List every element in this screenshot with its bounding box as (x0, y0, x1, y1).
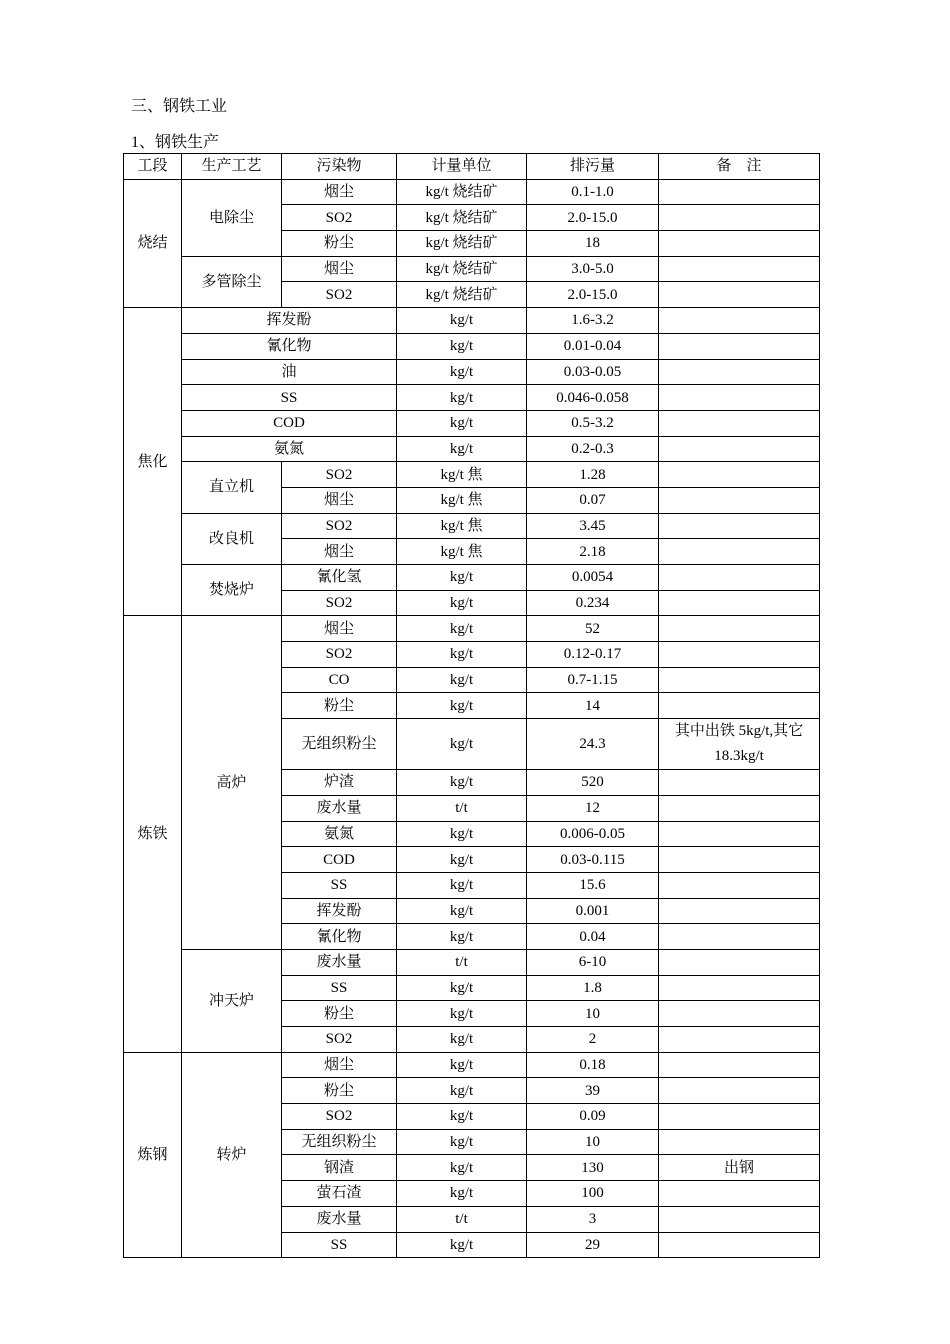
note-cell (659, 667, 820, 693)
amount-cell: 2 (527, 1027, 659, 1053)
amount-cell: 1.6-3.2 (527, 308, 659, 334)
amount-cell: 1.8 (527, 975, 659, 1001)
pollutant-cell: SO2 (282, 462, 397, 488)
note-cell (659, 539, 820, 565)
note-cell (659, 821, 820, 847)
note-cell (659, 872, 820, 898)
note-cell (659, 770, 820, 796)
unit-cell: kg/t (397, 975, 527, 1001)
unit-cell: kg/t (397, 1001, 527, 1027)
amount-cell: 0.046-0.058 (527, 385, 659, 411)
table-row (124, 308, 820, 334)
pollutant-cell: 油 (182, 359, 397, 385)
amount-cell: 3 (527, 1206, 659, 1232)
amount-cell: 0.0054 (527, 565, 659, 591)
pollutant-cell: 废水量 (282, 949, 397, 975)
pollutant-cell: 氰化物 (182, 333, 397, 359)
pollutant-cell: 粉尘 (282, 1001, 397, 1027)
unit-cell: kg/t 焦 (397, 539, 527, 565)
unit-cell: t/t (397, 1206, 527, 1232)
pollutant-cell: 氰化氢 (282, 565, 397, 591)
process-cell: 焚烧炉 (182, 565, 282, 616)
unit-cell: kg/t (397, 616, 527, 642)
unit-cell: kg/t (397, 1078, 527, 1104)
pollutant-cell: 无组织粉尘 (282, 719, 397, 770)
amount-cell: 2.0-15.0 (527, 282, 659, 308)
pollutant-cell: 烟尘 (282, 1052, 397, 1078)
pollutant-cell: 烟尘 (282, 539, 397, 565)
note-cell (659, 590, 820, 616)
amount-cell: 39 (527, 1078, 659, 1104)
process-cell: 改良机 (182, 513, 282, 564)
amount-cell: 0.2-0.3 (527, 436, 659, 462)
unit-cell: t/t (397, 949, 527, 975)
stage-cell: 焦化 (124, 308, 182, 616)
note-cell (659, 1027, 820, 1053)
unit-cell: kg/t (397, 719, 527, 770)
table-row (124, 333, 820, 359)
pollutant-cell: 烟尘 (282, 256, 397, 282)
amount-cell: 100 (527, 1181, 659, 1207)
note-cell (659, 565, 820, 591)
note-cell (659, 1001, 820, 1027)
unit-cell: kg/t (397, 667, 527, 693)
amount-cell: 15.6 (527, 872, 659, 898)
note-cell (659, 1232, 820, 1258)
header-process: 生产工艺 (182, 154, 282, 180)
amount-cell: 520 (527, 770, 659, 796)
pollutant-cell: SS (282, 1232, 397, 1258)
unit-cell: kg/t (397, 333, 527, 359)
amount-cell: 0.01-0.04 (527, 333, 659, 359)
pollutant-cell: 氨氮 (282, 821, 397, 847)
amount-cell: 24.3 (527, 719, 659, 770)
pollutant-cell: 挥发酚 (282, 898, 397, 924)
amount-cell: 10 (527, 1001, 659, 1027)
unit-cell: kg/t (397, 410, 527, 436)
header-pollutant: 污染物 (282, 154, 397, 180)
stage-cell: 炼钢 (124, 1052, 182, 1258)
note-cell (659, 1052, 820, 1078)
amount-cell: 0.12-0.17 (527, 642, 659, 668)
pollutant-cell: 萤石渣 (282, 1181, 397, 1207)
pollutant-cell: SO2 (282, 1104, 397, 1130)
unit-cell: kg/t (397, 359, 527, 385)
subsection-heading: 1、钢铁生产 (131, 134, 220, 151)
pollutant-cell: SO2 (282, 282, 397, 308)
note-cell (659, 1078, 820, 1104)
note-cell (659, 1206, 820, 1232)
amount-cell: 0.234 (527, 590, 659, 616)
pollutant-cell: SO2 (282, 1027, 397, 1053)
amount-cell: 10 (527, 1129, 659, 1155)
amount-cell: 0.1-1.0 (527, 179, 659, 205)
note-cell: 出钢 (659, 1155, 820, 1181)
process-cell: 冲天炉 (182, 949, 282, 1052)
unit-cell: kg/t 焦 (397, 487, 527, 513)
table-row (124, 385, 820, 411)
pollutant-cell: SS (282, 975, 397, 1001)
stage-cell: 炼铁 (124, 616, 182, 1052)
emission-table (123, 153, 820, 1258)
pollutant-cell: 粉尘 (282, 231, 397, 257)
unit-cell: t/t (397, 795, 527, 821)
amount-cell: 14 (527, 693, 659, 719)
note-cell (659, 179, 820, 205)
table-row (124, 565, 820, 591)
pollutant-cell: SS (182, 385, 397, 411)
note-cell (659, 898, 820, 924)
process-cell: 电除尘 (182, 179, 282, 256)
header-note: 备 注 (659, 154, 820, 180)
unit-cell: kg/t (397, 565, 527, 591)
amount-cell: 52 (527, 616, 659, 642)
process-cell: 转炉 (182, 1052, 282, 1258)
unit-cell: kg/t (397, 1181, 527, 1207)
note-cell (659, 436, 820, 462)
pollutant-cell: 烟尘 (282, 179, 397, 205)
table-header-row (124, 154, 820, 180)
unit-cell: kg/t (397, 308, 527, 334)
table-row (124, 410, 820, 436)
unit-cell: kg/t 烧结矿 (397, 205, 527, 231)
amount-cell: 18 (527, 231, 659, 257)
header-stage: 工段 (124, 154, 182, 180)
header-unit: 计量单位 (397, 154, 527, 180)
pollutant-cell: 钢渣 (282, 1155, 397, 1181)
pollutant-cell: 挥发酚 (182, 308, 397, 334)
unit-cell: kg/t 烧结矿 (397, 231, 527, 257)
table-row (124, 179, 820, 205)
note-cell (659, 975, 820, 1001)
unit-cell: kg/t (397, 1104, 527, 1130)
amount-cell: 29 (527, 1232, 659, 1258)
amount-cell: 0.006-0.05 (527, 821, 659, 847)
pollutant-cell: SO2 (282, 590, 397, 616)
unit-cell: kg/t 烧结矿 (397, 282, 527, 308)
pollutant-cell: 炉渣 (282, 770, 397, 796)
note-cell (659, 359, 820, 385)
table-row (124, 616, 820, 642)
unit-cell: kg/t (397, 385, 527, 411)
note-cell (659, 924, 820, 950)
note-cell (659, 487, 820, 513)
note-cell (659, 462, 820, 488)
pollutant-cell: CO (282, 667, 397, 693)
amount-cell: 130 (527, 1155, 659, 1181)
note-cell (659, 847, 820, 873)
amount-cell: 0.03-0.05 (527, 359, 659, 385)
unit-cell: kg/t 焦 (397, 462, 527, 488)
stage-cell: 烧结 (124, 179, 182, 307)
pollutant-cell: 烟尘 (282, 487, 397, 513)
amount-cell: 2.18 (527, 539, 659, 565)
pollutant-cell: SO2 (282, 205, 397, 231)
table-row (124, 359, 820, 385)
unit-cell: kg/t (397, 924, 527, 950)
unit-cell: kg/t (397, 590, 527, 616)
note-cell (659, 308, 820, 334)
table-row (124, 949, 820, 975)
unit-cell: kg/t 烧结矿 (397, 179, 527, 205)
note-cell (659, 949, 820, 975)
amount-cell: 6-10 (527, 949, 659, 975)
note-cell (659, 513, 820, 539)
unit-cell: kg/t (397, 821, 527, 847)
pollutant-cell: COD (282, 847, 397, 873)
pollutant-cell: 粉尘 (282, 693, 397, 719)
pollutant-cell: 烟尘 (282, 616, 397, 642)
unit-cell: kg/t (397, 898, 527, 924)
amount-cell: 3.45 (527, 513, 659, 539)
table-row (124, 462, 820, 488)
unit-cell: kg/t (397, 770, 527, 796)
amount-cell: 3.0-5.0 (527, 256, 659, 282)
pollutant-cell: 废水量 (282, 1206, 397, 1232)
unit-cell: kg/t (397, 1027, 527, 1053)
amount-cell: 2.0-15.0 (527, 205, 659, 231)
note-cell (659, 1129, 820, 1155)
process-cell: 高炉 (182, 616, 282, 950)
table-row (124, 436, 820, 462)
pollutant-cell: 粉尘 (282, 1078, 397, 1104)
pollutant-cell: SO2 (282, 513, 397, 539)
amount-cell: 12 (527, 795, 659, 821)
unit-cell: kg/t (397, 872, 527, 898)
unit-cell: kg/t (397, 642, 527, 668)
unit-cell: kg/t (397, 1129, 527, 1155)
note-cell: 其中出铁 5kg/t,其它 18.3kg/t (659, 719, 820, 770)
amount-cell: 0.5-3.2 (527, 410, 659, 436)
unit-cell: kg/t (397, 693, 527, 719)
process-cell: 直立机 (182, 462, 282, 513)
note-cell (659, 616, 820, 642)
note-cell (659, 642, 820, 668)
note-cell (659, 333, 820, 359)
note-cell (659, 282, 820, 308)
note-cell (659, 1181, 820, 1207)
amount-cell: 0.09 (527, 1104, 659, 1130)
unit-cell: kg/t (397, 1155, 527, 1181)
note-cell (659, 231, 820, 257)
note-cell (659, 1104, 820, 1130)
table-row (124, 256, 820, 282)
amount-cell: 0.001 (527, 898, 659, 924)
amount-cell: 0.18 (527, 1052, 659, 1078)
amount-cell: 1.28 (527, 462, 659, 488)
unit-cell: kg/t (397, 847, 527, 873)
pollutant-cell: SO2 (282, 642, 397, 668)
table-row (124, 1052, 820, 1078)
note-cell (659, 795, 820, 821)
note-cell (659, 693, 820, 719)
unit-cell: kg/t (397, 436, 527, 462)
table-row (124, 513, 820, 539)
amount-cell: 0.7-1.15 (527, 667, 659, 693)
unit-cell: kg/t 焦 (397, 513, 527, 539)
unit-cell: kg/t (397, 1052, 527, 1078)
pollutant-cell: 废水量 (282, 795, 397, 821)
amount-cell: 0.04 (527, 924, 659, 950)
pollutant-cell: SS (282, 872, 397, 898)
unit-cell: kg/t 烧结矿 (397, 256, 527, 282)
pollutant-cell: 氰化物 (282, 924, 397, 950)
section-heading: 三、钢铁工业 (131, 98, 228, 115)
note-cell (659, 256, 820, 282)
note-cell (659, 410, 820, 436)
process-cell: 多管除尘 (182, 256, 282, 307)
note-cell (659, 385, 820, 411)
header-amount: 排污量 (527, 154, 659, 180)
pollutant-cell: 氨氮 (182, 436, 397, 462)
amount-cell: 0.03-0.115 (527, 847, 659, 873)
pollutant-cell: COD (182, 410, 397, 436)
amount-cell: 0.07 (527, 487, 659, 513)
pollutant-cell: 无组织粉尘 (282, 1129, 397, 1155)
note-cell (659, 205, 820, 231)
unit-cell: kg/t (397, 1232, 527, 1258)
